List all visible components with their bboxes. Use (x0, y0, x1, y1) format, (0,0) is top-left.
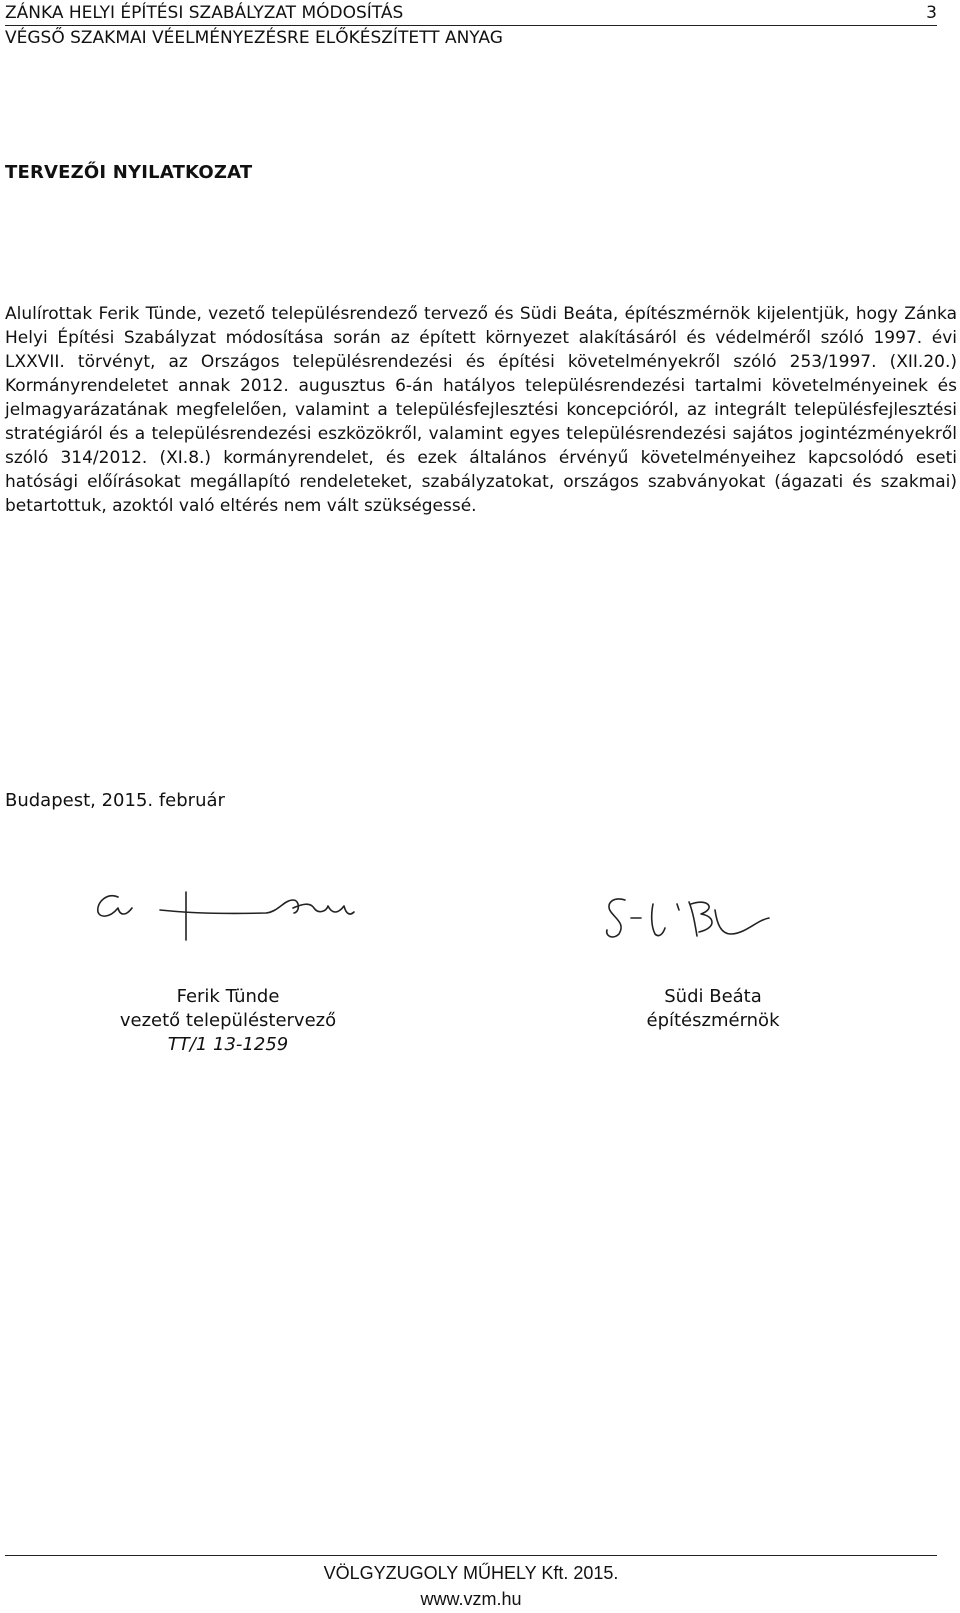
page-footer (5, 1555, 937, 1612)
header-title-row (5, 0, 937, 26)
document-series-title: ZÁNKA HELYI ÉPÍTÉSI SZABÁLYZAT MÓDOSÍTÁS (5, 3, 404, 23)
signatory-name: Ferik Tünde (176, 986, 280, 1007)
signature-ferik-tunde (88, 880, 363, 950)
signatory-block-ferik (98, 985, 358, 1057)
footer-company: VÖLGYZUGOLY MŰHELY Kft. 2015. (323, 1563, 619, 1583)
footer-website: www.vzm.hu (420, 1589, 522, 1609)
document-subtitle: VÉGSŐ SZAKMAI VÉELMÉNYEZÉSRE ELŐKÉSZÍTETT ANYAG (5, 28, 503, 48)
signatory-name: Südi Beáta (664, 986, 762, 1007)
declaration-heading: TERVEZŐI NYILATKOZAT (5, 162, 253, 183)
signatory-role: építészmérnök (646, 1010, 780, 1031)
page-number: 3 (926, 3, 937, 23)
signatory-registration: TT/1 13-1259 (167, 1034, 289, 1055)
place-and-date: Budapest, 2015. február (5, 790, 225, 811)
page-header (5, 0, 937, 50)
signatory-role: vezető településtervező (119, 1010, 337, 1031)
signatory-block-sudi (608, 985, 818, 1033)
signature-sudi-beata (595, 890, 795, 950)
declaration-body: Alulírottak Ferik Tünde, vezető településrendező tervező és Südi Beáta, építészmérnök kijelentjük, hogy Zánka Helyi Építési Szabályzat módosítása során az épített környezet alakításáról és védelméről szóló 1997. évi LXXVII. törvényt, az Országos településrendezési és építési követelményekről szóló 253/1997. (XII.20.) Kormányrendeletet annak 2012. augusztus 6-án hatályos településrendezési tartalmi követelményeinek és jelmagyarázatának megfelelően, valamint a településfejlesztési koncepcióról, az integrált településfejlesztési stratégiáról és a településrendezési eszközökről, valamint egyes településrendezési sajátos jogintézményekről szóló 314/2012. (XI.8.) kormányrendelet, és ezek általános érvényű követelményeihez kapcsolódó eseti hatósági előírásokat megállapító rendeleteket, szabályzatokat, országos szabványokat (ágazati és szakmai) betartottuk, azoktól való eltérés nem vált szükségessé. (5, 304, 957, 516)
